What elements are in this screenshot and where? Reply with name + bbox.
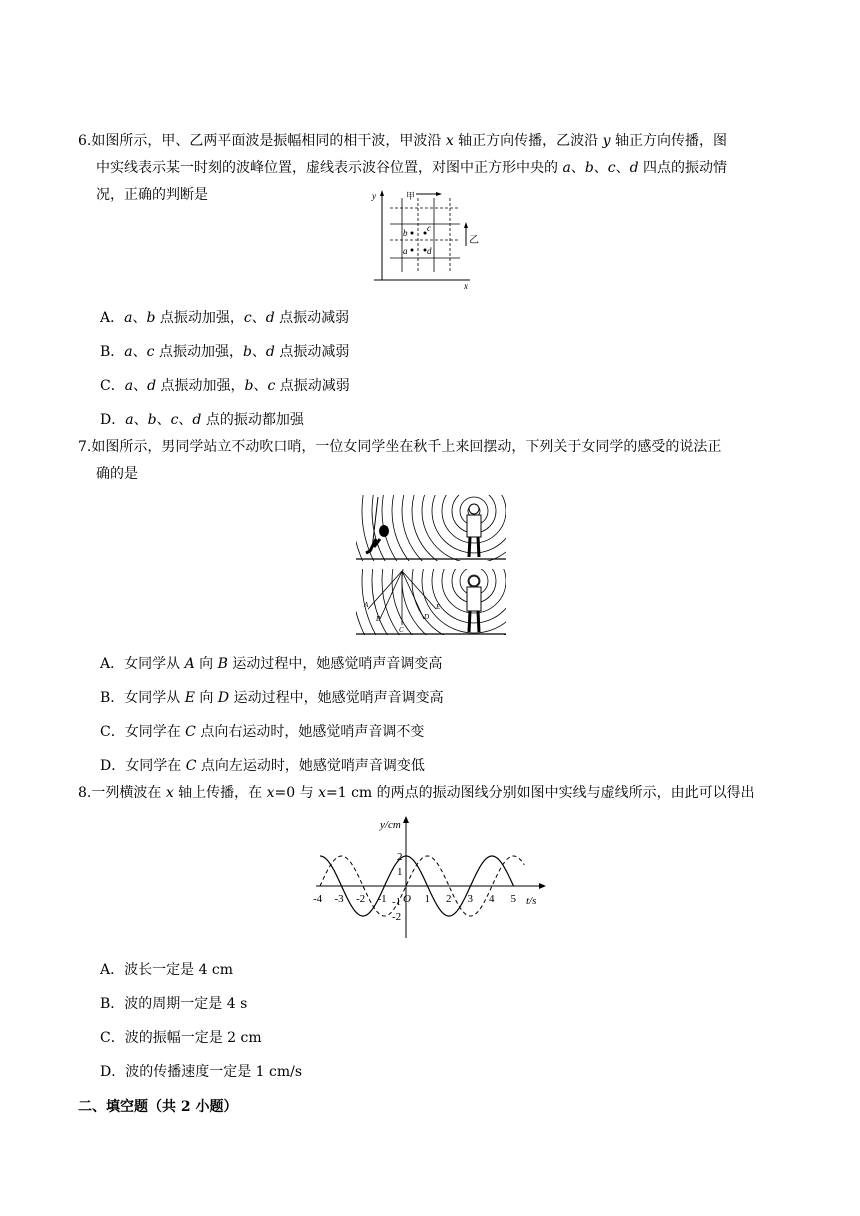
option-text: 女同学从 bbox=[124, 690, 185, 706]
variable: a bbox=[124, 378, 134, 394]
interference-grid-figure bbox=[370, 184, 482, 292]
x-axis-label: x bbox=[464, 281, 468, 291]
separator: 、 bbox=[251, 310, 266, 326]
option-text: 点振动加强， bbox=[154, 344, 243, 360]
point-B-label: B bbox=[376, 615, 381, 623]
point-A-label: A bbox=[364, 601, 369, 609]
option-letter: A． bbox=[100, 656, 125, 672]
separator: 、 bbox=[156, 412, 171, 428]
separator: 、 bbox=[593, 160, 608, 176]
option-text: 波的传播速度一定是 1 cm/s bbox=[125, 1064, 303, 1080]
x-tick-label: 5 bbox=[510, 893, 516, 905]
x-axis-arrow bbox=[539, 883, 546, 889]
x-tick-label: 2 bbox=[446, 893, 452, 905]
separator: 、 bbox=[133, 412, 148, 428]
variable: A bbox=[184, 656, 195, 672]
question-text: 中实线表示某一时刻的波峰位置，虚线表示波谷位置，对图中正方形中央的 bbox=[96, 160, 563, 176]
separator: 、 bbox=[570, 160, 585, 176]
question-text: =1 cm 的两点的振动图线分别如图中实线与虚线所示，由此可以得出 bbox=[325, 785, 755, 801]
variable: a bbox=[562, 160, 571, 176]
question-7-line1 bbox=[78, 434, 788, 461]
question-text: 四点的振动情 bbox=[638, 160, 728, 176]
separator: 、 bbox=[178, 412, 193, 428]
q7-option-d[interactable] bbox=[100, 756, 425, 776]
girl-on-swing-icon bbox=[366, 497, 389, 553]
question-text: 如图所示，男同学站立不动吹口哨，一位女同学坐在秋千上来回摆动，下列关于女同学的感受的说法正 bbox=[91, 439, 722, 455]
y-tick-label: 1 bbox=[397, 866, 403, 878]
option-letter: A． bbox=[100, 310, 125, 326]
variable: a bbox=[124, 344, 133, 360]
option-letter: D． bbox=[100, 758, 126, 774]
point-E-label: E bbox=[436, 603, 441, 611]
y-axis-arrow bbox=[403, 816, 409, 823]
option-letter: B． bbox=[100, 690, 125, 706]
variable: b bbox=[147, 412, 157, 428]
question-8 bbox=[78, 780, 788, 807]
variable: c bbox=[146, 344, 155, 360]
option-text: 点振动减弱 bbox=[275, 378, 350, 394]
option-text: 点的振动都加强 bbox=[201, 412, 304, 428]
point-D-label: D bbox=[424, 613, 430, 621]
variable: x bbox=[445, 133, 454, 149]
option-text: 向 bbox=[194, 656, 218, 672]
q8-option-c[interactable] bbox=[100, 1028, 262, 1048]
question-text: 确的是 bbox=[96, 466, 138, 482]
option-letter: C． bbox=[100, 378, 125, 394]
separator: 、 bbox=[132, 344, 147, 360]
question-text: 轴上传播，在 bbox=[173, 785, 267, 801]
question-number: 6. bbox=[78, 133, 92, 149]
x-tick-label: 4 bbox=[489, 893, 495, 905]
separator: 、 bbox=[133, 378, 148, 394]
question-number: 7. bbox=[78, 439, 92, 455]
y-tick-label: 2 bbox=[397, 851, 403, 863]
variable: y bbox=[602, 133, 611, 149]
option-text: 点振动加强， bbox=[156, 378, 245, 394]
option-text: 女同学在 bbox=[124, 724, 186, 740]
variable: B bbox=[217, 656, 228, 672]
q8-option-b[interactable] bbox=[100, 994, 247, 1014]
x-tick-label: 3 bbox=[467, 893, 473, 905]
option-text: 向 bbox=[194, 690, 218, 706]
question-text: 轴正方向传播，图 bbox=[610, 133, 727, 149]
q6-option-a[interactable] bbox=[100, 308, 349, 328]
option-letter: D． bbox=[100, 412, 126, 428]
point-a bbox=[411, 249, 414, 252]
y-tick-label: -1 bbox=[392, 896, 402, 908]
option-letter: A． bbox=[100, 962, 125, 978]
x-tick-label: -2 bbox=[356, 893, 366, 905]
y-axis-arrow bbox=[380, 190, 384, 196]
variable: b bbox=[242, 344, 252, 360]
option-letter: B． bbox=[100, 996, 125, 1012]
q7-option-a[interactable] bbox=[100, 654, 442, 674]
question-text: 如图所示，甲、乙两平面波是振幅相同的相干波，甲波沿 bbox=[91, 133, 446, 149]
x-tick-label: O bbox=[403, 893, 411, 905]
variable: d bbox=[629, 160, 639, 176]
separator: 、 bbox=[251, 344, 266, 360]
option-text: 点振动减弱 bbox=[274, 344, 350, 360]
x-tick-label: -3 bbox=[334, 893, 344, 905]
wave-jia-arrowhead bbox=[436, 192, 442, 196]
variable: x bbox=[165, 785, 174, 801]
option-text: 点振动加强， bbox=[155, 310, 244, 326]
wave-yi-arrowhead bbox=[464, 222, 468, 228]
separator: 、 bbox=[253, 378, 268, 394]
option-text: 点向右运动时，她感觉哨声音调不变 bbox=[195, 724, 425, 740]
variable: a bbox=[124, 310, 133, 326]
variable: x bbox=[318, 785, 326, 801]
question-6-line2 bbox=[78, 155, 788, 182]
option-text: 女同学从 bbox=[124, 656, 185, 672]
variable: b bbox=[584, 160, 594, 176]
y-tick-label: -2 bbox=[392, 911, 402, 923]
q8-option-a[interactable] bbox=[100, 960, 233, 980]
boy-whistling-icon bbox=[467, 504, 481, 557]
option-letter: C． bbox=[100, 1030, 125, 1046]
point-c-label: c bbox=[427, 223, 431, 233]
x-axis-label: t/s bbox=[526, 895, 537, 907]
variable: C bbox=[185, 758, 197, 774]
question-text: 况，正确的判断是 bbox=[96, 187, 208, 203]
wave-jia-label: 甲 bbox=[406, 191, 416, 201]
point-b-label: b bbox=[403, 228, 408, 238]
doppler-swing-figure bbox=[356, 495, 506, 637]
option-text: 点向左运动时，她感觉哨声音调变低 bbox=[196, 758, 425, 774]
separator: 、 bbox=[615, 160, 630, 176]
q8-option-d[interactable] bbox=[100, 1062, 302, 1082]
q6-option-c[interactable] bbox=[100, 376, 350, 396]
option-text: 波的振幅一定是 2 cm bbox=[124, 1030, 262, 1046]
option-letter: B． bbox=[100, 344, 125, 360]
x-tick-label: -1 bbox=[377, 893, 387, 905]
point-d-label: d bbox=[427, 246, 432, 256]
question-text: 一列横波在 bbox=[91, 785, 166, 801]
variable: a bbox=[125, 412, 134, 428]
q6-option-d[interactable] bbox=[100, 410, 304, 430]
point-a-label: a bbox=[403, 246, 408, 256]
separator: 、 bbox=[132, 310, 147, 326]
wave-yi-label: 乙 bbox=[469, 235, 479, 246]
variable: x bbox=[266, 785, 275, 801]
variable: E bbox=[184, 690, 195, 706]
y-axis-label: y bbox=[372, 191, 376, 201]
variable: c bbox=[243, 310, 252, 326]
y-axis-label: y/cm bbox=[380, 819, 401, 831]
vibration-graph-chart bbox=[314, 812, 550, 942]
q6-option-b[interactable] bbox=[100, 342, 349, 362]
question-text: 轴正方向传播，乙波沿 bbox=[453, 133, 603, 149]
question-text: =0 与 bbox=[274, 785, 319, 801]
option-text: 波长一定是 4 cm bbox=[124, 962, 234, 978]
variable: d bbox=[192, 412, 202, 428]
option-letter: C． bbox=[100, 724, 125, 740]
variable: d bbox=[265, 344, 275, 360]
question-number: 8. bbox=[78, 785, 92, 801]
variable: c bbox=[267, 378, 276, 394]
variable: b bbox=[146, 310, 156, 326]
variable: c bbox=[607, 160, 616, 176]
option-text: 运动过程中，她感觉哨声音调变高 bbox=[227, 656, 443, 672]
variable: b bbox=[244, 378, 254, 394]
variable: C bbox=[185, 724, 196, 740]
point-b bbox=[411, 232, 414, 235]
q7-option-b[interactable] bbox=[100, 688, 444, 708]
variable: D bbox=[217, 690, 230, 706]
variable: d bbox=[147, 378, 157, 394]
q7-option-c[interactable] bbox=[100, 722, 424, 742]
option-text: 波的周期一定是 4 s bbox=[124, 996, 248, 1012]
x-tick-label: 1 bbox=[424, 893, 430, 905]
point-C-label: C bbox=[399, 626, 404, 634]
question-6-line1 bbox=[78, 128, 788, 155]
option-text: 点振动减弱 bbox=[274, 310, 350, 326]
section-title: 二、填空题（共 2 小题） bbox=[78, 1099, 238, 1115]
option-letter: D． bbox=[100, 1064, 126, 1080]
option-text: 女同学在 bbox=[125, 758, 186, 774]
variable: d bbox=[265, 310, 275, 326]
question-7-line2 bbox=[78, 461, 788, 488]
question-7 bbox=[78, 434, 788, 488]
x-tick-label: -4 bbox=[313, 893, 323, 905]
option-text: 运动过程中，她感觉哨声音调变高 bbox=[229, 690, 444, 706]
variable: c bbox=[170, 412, 179, 428]
